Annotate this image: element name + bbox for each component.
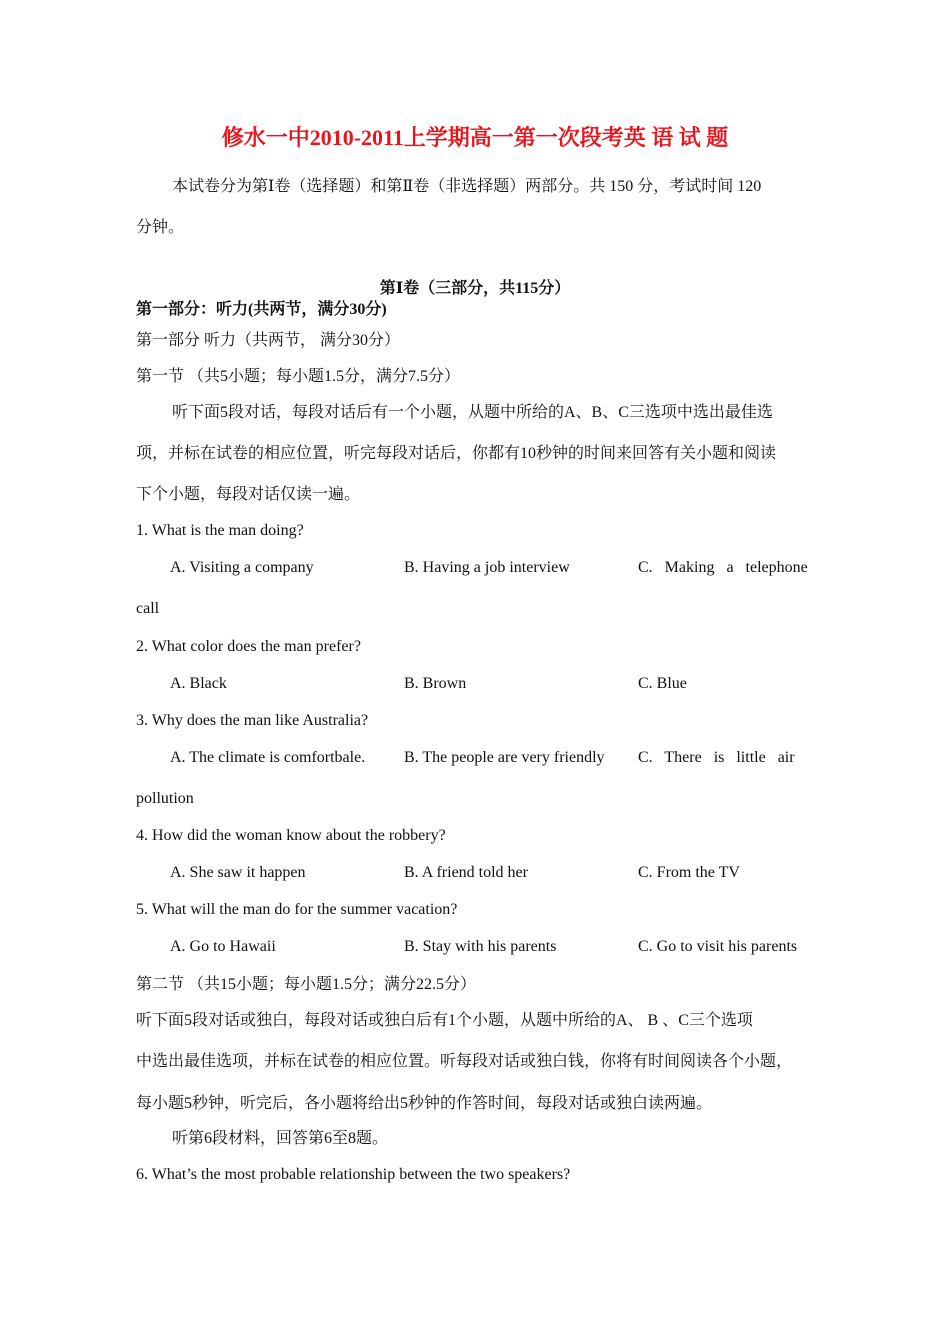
question-1-option-a: A. Visiting a company <box>170 559 314 576</box>
question-2: 2. What color does the man prefer? <box>136 638 361 655</box>
section2-instruction-line-1: 听下面5段对话或独白，每段对话或独白后有1个小题，从题中所给的A、 B 、C三个选项 <box>136 1012 753 1029</box>
question-2-option-c: C. Blue <box>638 675 687 692</box>
section1-instruction-line-3: 下个小题，每段对话仅读一遍。 <box>136 486 361 503</box>
volume1-heading: 第Ⅰ卷（三部分，共115分） <box>379 280 571 297</box>
question-3: 3. Why does the man like Australia? <box>136 712 369 729</box>
section2-instruction-line-3: 每小题5秒钟，听完后，各小题将给出5秒钟的作答时间，每段对话或独白读两遍。 <box>136 1095 713 1112</box>
part1-heading-bold: 第一部分：听力(共两节，满分30分) <box>136 301 387 318</box>
question-4-option-c: C. From the TV <box>638 864 740 881</box>
question-2-option-a: A. Black <box>170 675 227 692</box>
section2-instruction-line-2: 中选出最佳选项，并标在试卷的相应位置。听每段对话或独白钱，你将有时间阅读各个小题， <box>136 1053 793 1070</box>
question-1: 1. What is the man doing? <box>136 522 304 539</box>
intro-line-2: 分钟。 <box>136 219 185 236</box>
document-title: 修水一中2010-2011上学期高一第一次段考英 语 试 题 <box>221 125 729 150</box>
question-3-option-a: A. The climate is comfortbale. <box>170 749 366 766</box>
question-5-option-b: B. Stay with his parents <box>404 938 557 955</box>
question-4-option-b: B. A friend told her <box>404 864 528 881</box>
question-5: 5. What will the man do for the summer vacation? <box>136 901 458 918</box>
section2-heading: 第二节 （共15小题；每小题1.5分；满分22.5分） <box>136 976 477 993</box>
question-4-option-a: A. She saw it happen <box>170 864 306 881</box>
question-1-option-c: C. Making a telephone <box>638 559 808 576</box>
intro-line-1: 本试卷分为第Ⅰ卷（选择题）和第Ⅱ卷（非选择题）两部分。共 150 分，考试时间 120 <box>172 178 762 195</box>
question-5-option-c: C. Go to visit his parents <box>638 938 798 955</box>
question-3-option-c: C. There is little air <box>638 749 795 766</box>
question-3-option-b: B. The people are very friendly <box>404 749 605 766</box>
material-6-instruction: 听第6段材料，回答第6至8题。 <box>172 1130 389 1147</box>
section1-instruction-line-1: 听下面5段对话，每段对话后有一个小题，从题中所给的A、B、C三选项中选出最佳选 <box>172 404 773 421</box>
question-1-option-c-wrap: call <box>136 600 160 617</box>
part1-heading: 第一部分 听力（共两节， 满分30分） <box>136 332 401 349</box>
section1-instruction-line-2: 项，并标在试卷的相应位置，听完每段对话后，你都有10秒钟的时间来回答有关小题和阅读 <box>136 445 777 462</box>
question-2-option-b: B. Brown <box>404 675 467 692</box>
section1-heading: 第一节 （共5小题；每小题1.5分，满分7.5分） <box>136 368 461 385</box>
question-4: 4. How did the woman know about the robbery? <box>136 827 446 844</box>
question-6: 6. What’s the most probable relationship between the two speakers? <box>136 1166 571 1183</box>
question-3-option-c-wrap: pollution <box>136 790 194 807</box>
question-5-option-a: A. Go to Hawaii <box>170 938 276 955</box>
question-1-option-b: B. Having a job interview <box>404 559 570 576</box>
